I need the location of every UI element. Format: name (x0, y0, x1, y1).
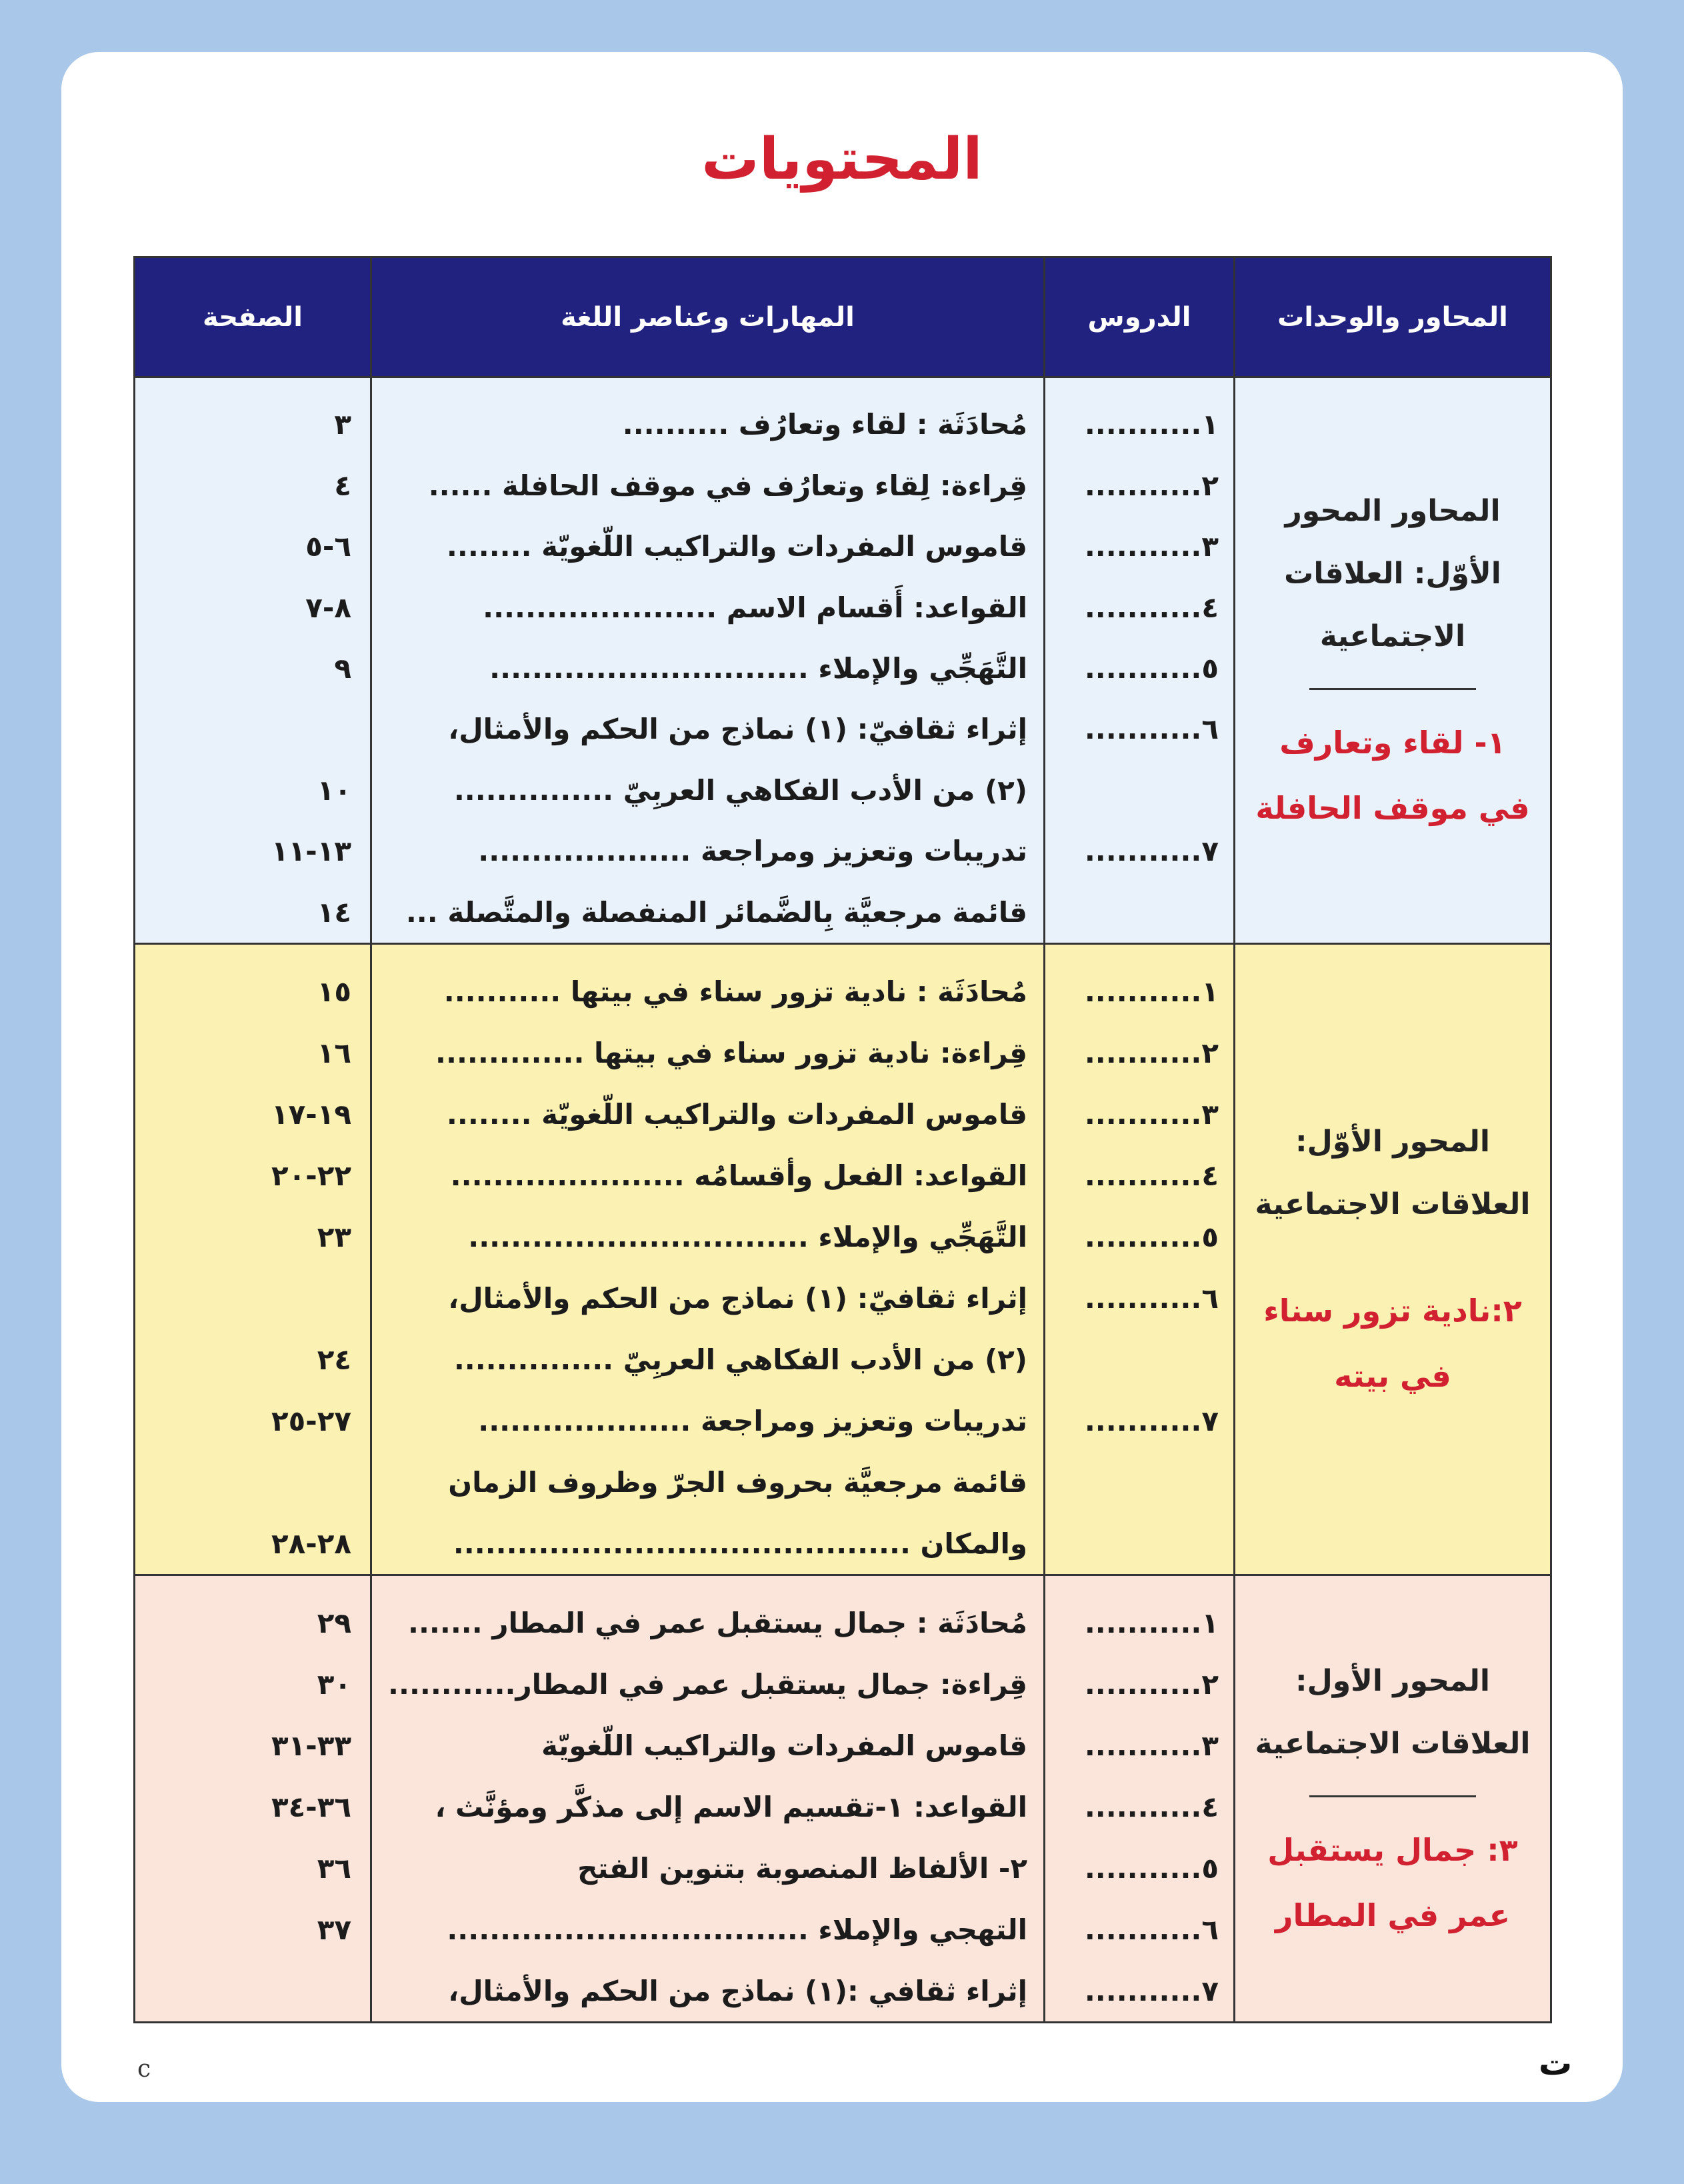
axis-cell (1233, 378, 1550, 943)
page-number: ١٣-١١ (271, 835, 351, 868)
skill-entry: قائمة مرجعيَّة بِالضَّمائر المنفصلة والمتَّصلة ... (405, 895, 1027, 929)
lesson-number: ٧........... (1084, 835, 1219, 868)
page-number: ٨-٧ (305, 591, 351, 624)
skills-column (370, 378, 1043, 943)
lesson-number: ٤........... (1084, 1790, 1219, 1823)
page-number: ٦-٥ (305, 530, 351, 563)
lesson-number (1045, 760, 1233, 821)
page-number: ٢٨-٢٨ (271, 1527, 351, 1560)
skill-entry: ٢- الألفاظ المنصوبة بتنوين الفتح (577, 1851, 1027, 1885)
skill-entry: مُحادَثَة : جمال يستقبل عمر في المطار ....... (408, 1606, 1027, 1639)
page-number: ٣٦ (317, 1851, 351, 1885)
skill-entry: التَّهَجِّي والإملاء .............................. (489, 651, 1027, 685)
skill-entry: القواعد: ١-تقسيم الاسم إلى مذكَّر ومؤنَّث ، (435, 1790, 1027, 1823)
page-number: ١٦ (317, 1036, 351, 1069)
lesson-number: ٦........... (1084, 1913, 1219, 1946)
axis-label: المحاور المحور الأوّل: العلاقات الاجتماعية (1284, 494, 1501, 653)
lesson-number: ٧........... (1084, 1404, 1219, 1437)
lesson-number: ٤........... (1084, 591, 1219, 624)
unit-title: ٣: جمال يستقبل عمر في المطار (1267, 1831, 1518, 1933)
skill-entry: إثراء ثقافيّ: (١) نماذج من الحكم والأمثال، (448, 713, 1027, 746)
page-number (135, 1451, 370, 1513)
page-number: ٣٧ (317, 1913, 351, 1946)
lesson-number: ١........... (1084, 1606, 1219, 1639)
page-number: ٤ (334, 469, 351, 502)
page-number (135, 1267, 370, 1329)
page-number: ٢٩ (317, 1606, 351, 1639)
lesson-number: ٦........... (1084, 713, 1219, 746)
skill-entry: مُحادَثَة : لقاء وتعارُف .......... (622, 408, 1027, 441)
skill-entry: قِراءة: نادية تزور سناء في بيتها .............. (435, 1036, 1027, 1069)
axis-cell (1233, 1576, 1550, 2021)
skill-entry: التهجي والإملاء .................................. (447, 1913, 1027, 1946)
skill-entry: القواعد: أَقسام الاسم ...................... (483, 591, 1027, 624)
lesson-number: ١........... (1084, 408, 1219, 441)
skill-entry: قِراءة: لِقاء وتعارُف في موقف الحافلة ...... (428, 469, 1027, 502)
lesson-number: ٥........... (1084, 1220, 1219, 1253)
unit-title: ٢:نادية تزور سناء في بيته (1263, 1292, 1522, 1394)
lesson-number: ٣........... (1084, 1729, 1219, 1762)
contents-table (133, 256, 1552, 2023)
page-number: ١٩-١٧ (271, 1097, 351, 1131)
lesson-number: ٧........... (1084, 1974, 1219, 2007)
section-unit-1 (135, 378, 1550, 945)
skill-entry: قاموس المفردات والتراكيب اللّغويّة (541, 1729, 1027, 1762)
page-column (135, 945, 370, 1574)
lesson-number: ٢........... (1084, 1667, 1219, 1701)
page-column (135, 1576, 370, 2021)
header-axis: المحاور والوحدات (1233, 258, 1550, 376)
page-number: ١٠ (317, 773, 351, 807)
page-number: ٣٦-٣٤ (271, 1790, 351, 1823)
lesson-number: ٤........... (1084, 1159, 1219, 1192)
lesson-number: ١........... (1084, 975, 1219, 1008)
lesson-number: ٢........... (1084, 1036, 1219, 1069)
page-number (135, 699, 370, 759)
skill-entry: إثراء ثقافيّ: (١) نماذج من الحكم والأمثال، (448, 1281, 1027, 1315)
lesson-number (1045, 882, 1233, 943)
skill-entry: قِراءة: جمال يستقبل عمر في المطار............ (388, 1667, 1027, 1701)
skill-entry: والمكان ........................................... (453, 1527, 1027, 1560)
lesson-number: ٢........... (1084, 469, 1219, 502)
divider (1309, 1795, 1476, 1797)
table-header (135, 258, 1550, 378)
skill-entry: قاموس المفردات والتراكيب اللّغويّة ........ (446, 1097, 1027, 1131)
header-skills: المهارات وعناصر اللغة (370, 258, 1043, 376)
page-number: ٢٧-٢٥ (271, 1404, 351, 1437)
skills-column (370, 1576, 1043, 2021)
divider (1309, 688, 1476, 690)
lesson-number: ٣........... (1084, 1097, 1219, 1131)
skill-entry: تدريبات وتعزيز ومراجعة .................... (478, 1404, 1027, 1437)
page-number: ٣ (334, 408, 351, 441)
page-number (135, 1960, 370, 2021)
footer-letter-left: c (137, 2055, 151, 2083)
page-number: ١٥ (317, 975, 351, 1008)
skills-column (370, 945, 1043, 1574)
skill-entry: تدريبات وتعزيز ومراجعة .................... (478, 835, 1027, 868)
lesson-number (1045, 1329, 1233, 1390)
page-number: ٩ (334, 651, 351, 685)
header-lessons: الدروس (1043, 258, 1233, 376)
unit-title: ١- لقاء وتعارف في موقف الحافلة (1255, 725, 1530, 826)
lessons-column (1043, 1576, 1233, 2021)
skill-entry: التَّهَجِّي والإملاء ................................ (468, 1220, 1027, 1253)
lesson-number (1045, 1451, 1233, 1513)
lesson-number: ٦........... (1084, 1281, 1219, 1315)
lessons-column (1043, 945, 1233, 1574)
page-number: ٣٠ (317, 1667, 351, 1701)
section-unit-3 (135, 1576, 1550, 2021)
skill-entry: (٢) من الأدب الفكاهي العربِيّ ............... (453, 773, 1027, 807)
axis-label: المحور الأول: العلاقات الاجتماعية (1255, 1663, 1531, 1761)
footer-page-letter: ت (1539, 2044, 1573, 2083)
skill-entry: القواعد: الفعل وأقسامُه ...................... (450, 1159, 1027, 1192)
lessons-column (1043, 378, 1233, 943)
header-page: الصفحة (202, 301, 303, 333)
page-number: ٢٤ (317, 1343, 351, 1376)
page-number: ١٤ (317, 895, 351, 929)
page-number: ٢٣ (317, 1220, 351, 1253)
skill-entry: إثراء ثقافي :(١) نماذج من الحكم والأمثال، (448, 1974, 1027, 2007)
skill-entry: قاموس المفردات والتراكيب اللّغويّة ........ (446, 530, 1027, 563)
page-title: المحتويات (701, 126, 983, 193)
page-column (135, 378, 370, 943)
page-number: ٢٢-٢٠ (271, 1159, 351, 1192)
axis-cell (1233, 945, 1550, 1574)
lesson-number: ٣........... (1084, 530, 1219, 563)
lesson-number (1045, 1513, 1233, 1574)
lesson-number: ٥........... (1084, 651, 1219, 685)
skill-entry: (٢) من الأدب الفكاهي العربِيّ ............... (453, 1343, 1027, 1376)
skill-entry: مُحادَثَة : نادية تزور سناء في بيتها ........... (443, 975, 1027, 1008)
lesson-number: ٥........... (1084, 1851, 1219, 1885)
skill-entry: قائمة مرجعيَّة بحروف الجرّ وظروف الزمان (448, 1465, 1027, 1499)
axis-label: المحور الأوّل: العلاقات الاجتماعية (1255, 1124, 1531, 1221)
section-unit-2 (135, 945, 1550, 1576)
page-sheet (61, 52, 1623, 2102)
page-number: ٣٣-٣١ (271, 1729, 351, 1762)
